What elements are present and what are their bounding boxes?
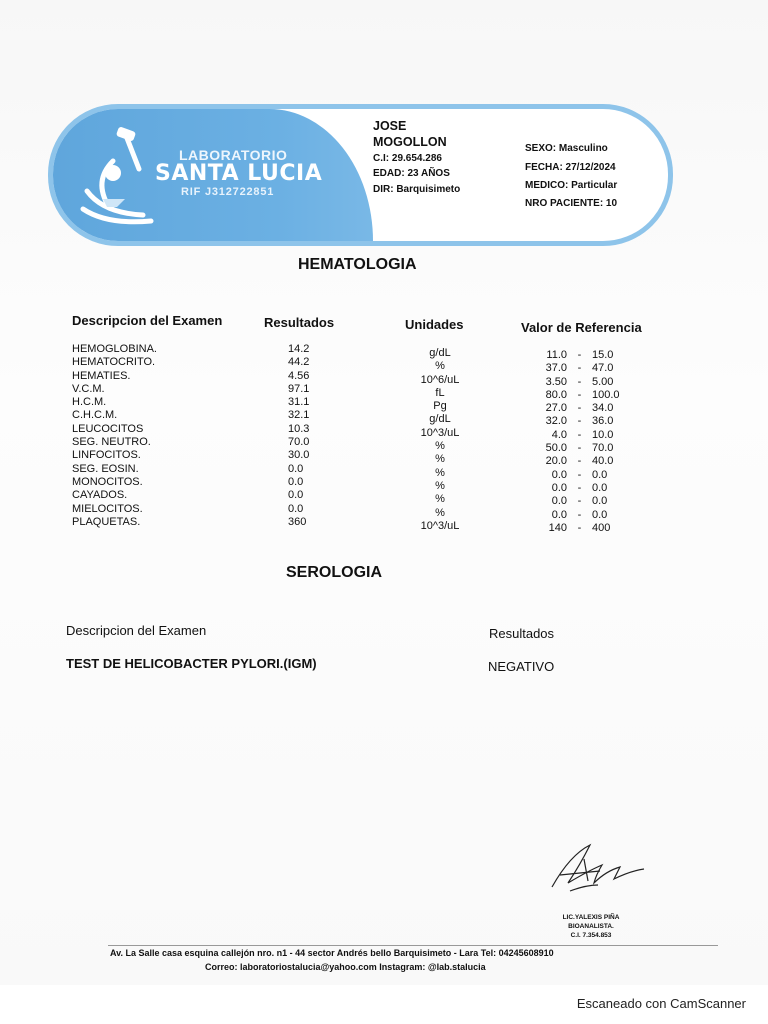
- reference-high: 34.0: [592, 402, 614, 415]
- footer-divider: [108, 945, 718, 946]
- exam-result: 0.0: [288, 475, 304, 488]
- exam-result: 14.2: [288, 343, 310, 355]
- header-reference: Valor de Referencia: [521, 320, 642, 335]
- hematologia-title: HEMATOLOGIA: [298, 256, 417, 273]
- reference-low: 140: [548, 521, 567, 534]
- exam-description: HEMATOCRITO.: [72, 356, 156, 369]
- exam-result: 360: [288, 515, 307, 528]
- reference-separator: -: [577, 402, 582, 415]
- exam-reference-range: [540, 402, 630, 415]
- exam-description: MONOCITOS.: [72, 475, 143, 488]
- exam-unit: %: [435, 466, 445, 479]
- exam-reference-range: [540, 349, 630, 362]
- reference-high: 40.0: [592, 455, 614, 468]
- reference-low: 80.0: [545, 388, 567, 401]
- reference-separator: -: [577, 481, 582, 494]
- reference-low: 3.50: [545, 375, 567, 388]
- exam-result: 97.1: [288, 382, 310, 395]
- reference-high: 5.00: [592, 375, 614, 388]
- reference-high: 0.0: [592, 468, 608, 481]
- reference-separator: -: [577, 415, 582, 428]
- reference-separator: -: [577, 362, 582, 375]
- exam-result: 70.0: [288, 436, 310, 449]
- reference-separator: -: [577, 468, 582, 481]
- exam-unit: %: [435, 360, 445, 373]
- exam-description: SEG. NEUTRO.: [72, 436, 151, 449]
- exam-description: C.H.C.M.: [72, 409, 118, 422]
- exam-reference-range: [540, 415, 630, 428]
- exam-description: PLAQUETAS.: [72, 515, 141, 528]
- reference-separator: -: [577, 349, 582, 361]
- patient-age: EDAD: 23 AÑOS: [373, 168, 450, 179]
- patient-last-name: MOGOLLON: [373, 135, 447, 149]
- microscope-logo-icon: [73, 121, 163, 231]
- lab-label: LABORATORIO: [179, 147, 288, 163]
- reference-low: 4.0: [551, 428, 567, 441]
- patient-number: NRO PACIENTE: 10: [525, 198, 618, 209]
- patient-address: DIR: Barquisimeto: [373, 184, 461, 195]
- exam-description: HEMOGLOBINA.: [72, 343, 157, 355]
- exam-reference-range: [540, 509, 630, 522]
- exam-description: HEMATIES.: [72, 369, 131, 382]
- reference-high: 0.0: [592, 481, 608, 494]
- exam-unit: g/dL: [429, 347, 451, 359]
- exam-reference-range: [540, 522, 630, 535]
- exam-reference-range: [540, 495, 630, 508]
- patient-sex: SEXO: Masculino: [525, 143, 608, 154]
- exam-result: 0.0: [288, 489, 304, 502]
- reference-high: 70.0: [592, 442, 614, 455]
- exam-unit: 10^6/uL: [420, 373, 460, 386]
- reference-high: 0.0: [592, 508, 608, 521]
- exam-description: V.C.M.: [72, 382, 105, 395]
- header-results: Resultados: [264, 315, 335, 330]
- exam-reference-range: [540, 482, 630, 495]
- serologia-test-result: NEGATIVO: [488, 659, 555, 674]
- reference-separator: -: [577, 521, 582, 534]
- exam-reference-column: [540, 349, 630, 535]
- reference-low: 11.0: [546, 349, 567, 361]
- serologia-header-results: Resultados: [489, 626, 555, 641]
- exam-result-column: [288, 343, 338, 529]
- exam-result: 0.0: [288, 462, 304, 475]
- header-units: Unidades: [405, 317, 464, 332]
- reference-high: 10.0: [592, 428, 614, 441]
- exam-reference-range: [540, 429, 630, 442]
- doctor: MEDICO: Particular: [525, 180, 618, 191]
- exam-reference-range: [540, 442, 630, 455]
- reference-high: 15.0: [592, 349, 614, 361]
- lab-brand-panel: [53, 109, 373, 241]
- exam-result: 30.0: [288, 449, 310, 462]
- reference-high: 36.0: [592, 415, 614, 428]
- reference-separator: -: [577, 428, 582, 441]
- exam-reference-range: [540, 389, 630, 402]
- exam-description: LEUCOCITOS: [72, 422, 144, 435]
- exam-description: LINFOCITOS.: [72, 449, 141, 462]
- signature-icon: [540, 835, 650, 905]
- exam-unit: %: [435, 440, 445, 453]
- exam-result: 4.56: [288, 369, 310, 382]
- exam-result: 10.3: [288, 422, 310, 435]
- exam-result: 0.0: [288, 502, 304, 515]
- exam-unit: Pg: [433, 400, 447, 413]
- serologia-test-name: TEST DE HELICOBACTER PYLORI.(IGM): [66, 656, 317, 671]
- footer-contact: Correo: laboratoriostalucia@yahoo.com Instagram: @lab.stalucia: [205, 962, 486, 972]
- serologia-header-description: Descripcion del Examen: [66, 623, 207, 638]
- exam-result: 32.1: [288, 409, 310, 422]
- exam-unit: 10^3/uL: [420, 426, 460, 439]
- footer-address: Av. La Salle casa esquina callejón nro. n1 - 44 sector Andrés bello Barquisimeto - Lara Tel: 04245608910: [110, 948, 554, 958]
- reference-low: 0.0: [551, 468, 567, 481]
- reference-low: 20.0: [545, 455, 567, 468]
- exam-reference-range: [540, 362, 630, 375]
- signature-title: BIOANALISTA.: [568, 923, 614, 930]
- patient-ci: C.I: 29.654.286: [373, 153, 442, 164]
- header-description: Descripcion del Examen: [72, 313, 223, 328]
- reference-low: 37.0: [545, 362, 567, 375]
- reference-low: 27.0: [545, 402, 567, 415]
- reference-low: 0.0: [551, 508, 567, 521]
- patient-first-name: JOSE: [373, 119, 407, 133]
- reference-separator: -: [577, 442, 582, 455]
- exam-description: CAYADOS.: [72, 489, 128, 502]
- reference-high: 400: [592, 521, 611, 534]
- exam-description-column: [72, 343, 222, 529]
- reference-separator: -: [577, 495, 582, 508]
- exam-description: MIELOCITOS.: [72, 502, 143, 515]
- exam-unit: %: [435, 453, 445, 466]
- exam-unit: %: [435, 493, 445, 506]
- exam-unit: %: [435, 479, 445, 492]
- exam-reference-range: [540, 469, 630, 482]
- reference-low: 0.0: [551, 481, 567, 494]
- reference-separator: -: [577, 508, 582, 521]
- signature-name: LIC.YALEXIS PIÑA: [562, 914, 620, 921]
- header-banner: [48, 104, 673, 246]
- signature-ci: C.I. 7.354.853: [570, 932, 612, 939]
- reference-low: 32.0: [545, 415, 567, 428]
- exam-unit: g/dL: [429, 413, 451, 426]
- reference-low: 50.0: [545, 442, 567, 455]
- reference-separator: -: [577, 455, 582, 468]
- reference-high: 0.0: [592, 495, 608, 508]
- lab-name: SANTA LUCIA: [155, 161, 323, 186]
- lab-rif: RIF J312722851: [181, 186, 275, 198]
- exam-description: SEG. EOSIN.: [72, 462, 139, 475]
- exam-unit-column: [410, 347, 470, 533]
- exam-unit: fL: [435, 386, 445, 399]
- exam-description: H.C.M.: [72, 396, 107, 409]
- reference-high: 47.0: [592, 362, 614, 375]
- exam-result: 31.1: [288, 396, 310, 409]
- exam-result: 44.2: [288, 356, 310, 369]
- reference-low: 0.0: [551, 495, 567, 508]
- reference-separator: -: [577, 375, 582, 388]
- exam-unit: 10^3/uL: [420, 519, 460, 532]
- camscanner-label: Escaneado con CamScanner: [576, 996, 746, 1011]
- exam-reference-range: [540, 376, 630, 389]
- report-date: FECHA: 27/12/2024: [525, 162, 616, 173]
- exam-unit: %: [435, 506, 445, 519]
- reference-high: 100.0: [592, 388, 620, 401]
- serologia-title: SEROLOGIA: [286, 564, 383, 581]
- exam-reference-range: [540, 455, 630, 468]
- reference-separator: -: [577, 388, 582, 401]
